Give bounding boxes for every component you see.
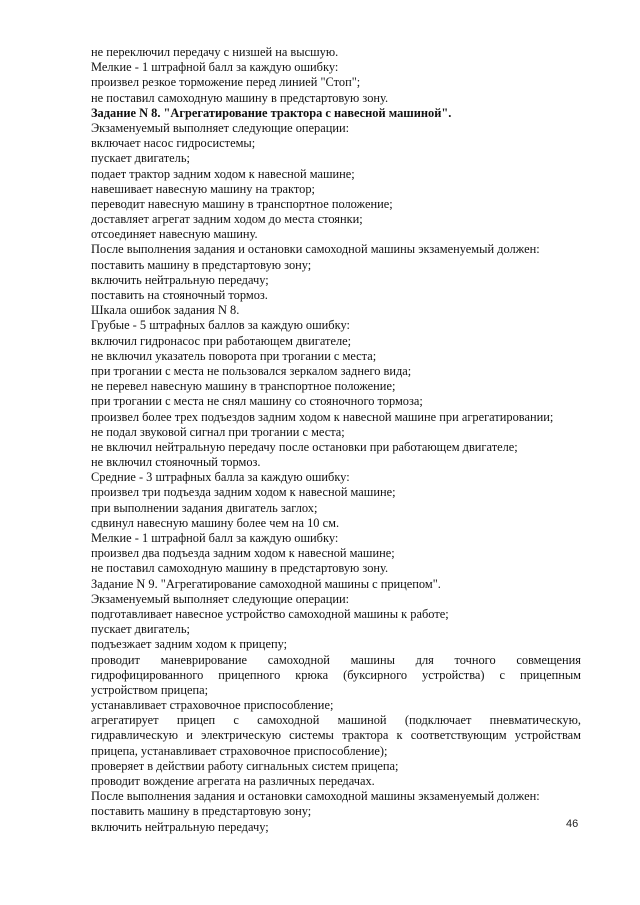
text-line: не включил стояночный тормоз. — [91, 455, 261, 470]
text-line: при трогании с места не снял машину со стояночного тормоза; — [91, 394, 423, 409]
text-line: Шкала ошибок задания N 8. — [91, 303, 240, 318]
text-line: устройством прицепа; — [91, 682, 209, 697]
text-line: при выполнении задания двигатель заглох; — [91, 500, 318, 515]
text-line: отсоединяет навесную машину. — [91, 227, 258, 242]
text-line: не перевел навесную машину в транспортное положение; — [91, 379, 396, 394]
text-line: Экзаменуемый выполняет следующие операции: — [91, 120, 350, 135]
text-line: Мелкие - 1 штрафной балл за каждую ошибку: — [91, 531, 339, 545]
text-line: проверяет в действии работу сигнальных систем прицепа; — [91, 758, 399, 773]
text-line: произвел два подъезда задним ходом к навесной машине; — [91, 546, 395, 561]
text-line: гидравлическую и электрическую системы трактора к соответствующим устройствам — [91, 728, 581, 743]
text-line: доставляет агрегат задним ходом до места стоянки; — [91, 212, 363, 227]
text-line: подготавливает навесное устройство самоходной машины к работе; — [91, 606, 449, 621]
text-line: произвел три подъезда задним ходом к навесной машине; — [91, 485, 396, 500]
text-line: поставить на стояночный тормоз. — [91, 288, 268, 302]
text-line: не включил указатель поворота при трогании с места; — [91, 348, 377, 363]
page-number: 46 — [566, 818, 579, 830]
text-line: Задание N 8. "Агрегатирование трактора с навесной машиной". — [91, 105, 452, 120]
text-line: устанавливает страховочное приспособление; — [91, 698, 334, 713]
text-line: агрегатирует прицеп с самоходной машиной (подключает пневматическую, — [91, 713, 581, 728]
text-line: включает насос гидросистемы; — [91, 136, 256, 151]
text-line: произвел более трех подъездов задним ходом к навесной машине при агрегатировании; — [91, 409, 554, 424]
text-line: Экзаменуемый выполняет следующие операции: — [91, 591, 350, 606]
text-line: гидрофицированного прицепного крюка (буксирного устройства) с прицепным — [91, 667, 581, 682]
text-line: навешивает навесную машину на трактор; — [91, 181, 315, 196]
text-line: поставить машину в предстартовую зону; — [91, 257, 312, 272]
text-line: Задание N 9. "Агрегатирование самоходной машины с прицепом". — [91, 576, 441, 591]
text-line: подъезжает задним ходом к прицепу; — [91, 637, 288, 652]
text-line: После выполнения задания и остановки самоходной машины экзаменуемый должен: — [91, 789, 540, 804]
text-line: проводит маневрирование самоходной машины для точного совмещения — [91, 652, 581, 667]
text-line: сдвинул навесную машину более чем на 10 см. — [91, 515, 340, 530]
text-line: не включил нейтральную передачу после остановки при работающем двигателе; — [91, 439, 518, 454]
text-line: пускает двигатель; — [91, 622, 190, 637]
text-line: Мелкие - 1 штрафной балл за каждую ошибку: — [91, 60, 339, 75]
document-body — [91, 45, 581, 835]
text-line: поставить машину в предстартовую зону; — [91, 804, 312, 819]
text-line: при трогании с места не пользовался зеркалом заднего вида; — [91, 363, 412, 378]
text-line: включить нейтральную передачу; — [91, 819, 269, 834]
text-line: Средние - 3 штрафных балла за каждую ошибку: — [91, 470, 350, 485]
text-line: не переключил передачу с низшей на высшую. — [91, 45, 339, 59]
text-line: пускает двигатель; — [91, 151, 190, 166]
text-line: проводит вождение агрегата на различных передачах. — [91, 774, 375, 788]
text-line: подает трактор задним ходом к навесной машине; — [91, 166, 355, 181]
text-line: прицепа, устанавливает страховочное приспособление); — [91, 743, 388, 758]
text-line: не поставил самоходную машину в предстартовую зону. — [91, 90, 389, 105]
text-line: После выполнения задания и остановки самоходной машины экзаменуемый должен: — [91, 242, 540, 257]
text-line: Грубые - 5 штрафных баллов за каждую ошибку: — [91, 318, 350, 333]
text-line: включил гидронасос при работающем двигателе; — [91, 333, 352, 348]
text-line: не подал звуковой сигнал при трогании с места; — [91, 424, 345, 439]
text-line: не поставил самоходную машину в предстартовую зону. — [91, 561, 389, 576]
text-line: переводит навесную машину в транспортное положение; — [91, 196, 393, 211]
text-line: включить нейтральную передачу; — [91, 272, 269, 287]
text-line: произвел резкое торможение перед линией "Стоп"; — [91, 75, 361, 90]
